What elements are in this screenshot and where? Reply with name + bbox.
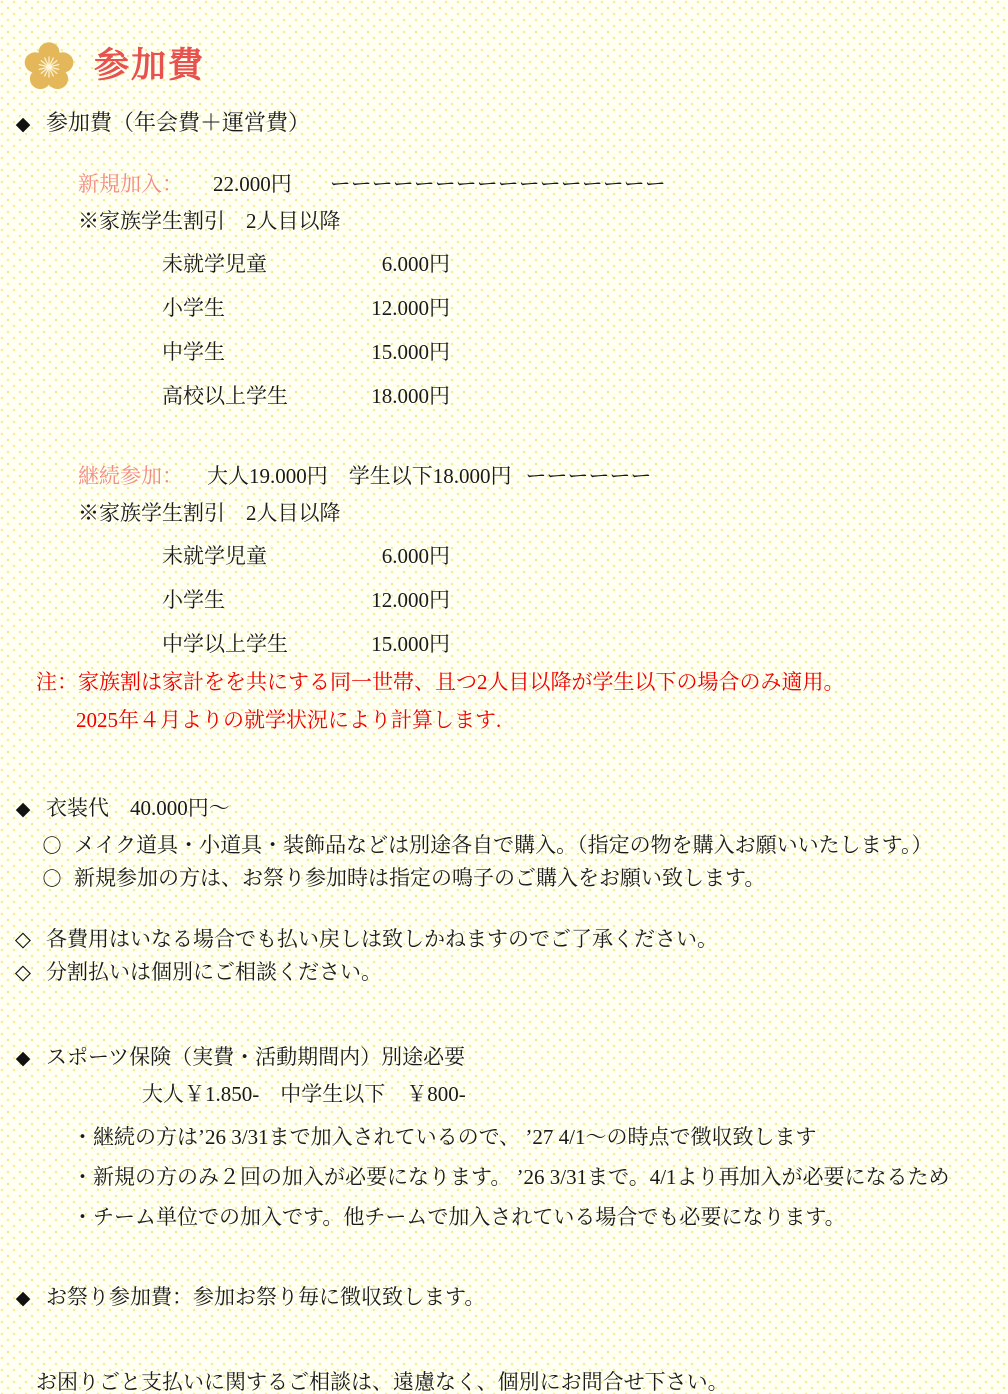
family-discount-note-line2: 2025年４月よりの就学状況により計算します. — [76, 708, 502, 732]
family-discount-note-line1: 注：家族割は家計をを共にする同一世帯、且つ2人目以降が学生以下の場合のみ適用。 — [36, 670, 845, 694]
open-diamond-icon: ◇ — [14, 927, 32, 951]
section-costume-heading-row — [0, 798, 1008, 819]
refund-item-row — [0, 962, 1008, 983]
document-content — [0, 112, 1008, 1393]
new-member-discount-note-row — [0, 211, 1008, 232]
refund-item-text: 各費用はいなる場合でも払い戻しは致しかねますのでご了承ください。 — [46, 927, 718, 951]
insurance-note-line: ・新規の方のみ２回の加入が必要になります。 ’26 3/31まで。4/1より再加入が必要になるため — [72, 1165, 950, 1189]
family-discount-note — [0, 666, 1008, 734]
refund-item-text: 分割払いは個別にご相談ください。 — [46, 960, 382, 984]
table-row — [162, 336, 1008, 366]
price-value: 18.000円 — [371, 384, 450, 408]
insurance-notes — [0, 1121, 1008, 1231]
insurance-note-line: ・チーム単位での加入です。他チームで加入されている場合でも必要になります。 — [72, 1205, 846, 1229]
new-member-label: 新規加入： — [78, 172, 183, 196]
refund-item-row — [0, 929, 1008, 950]
solid-diamond-icon: ◆ — [15, 1047, 31, 1069]
continuing-member-dashes: ーーーーーー — [525, 464, 652, 488]
section-fee-heading: 参加費（年会費＋運営費） — [46, 110, 311, 135]
price-name: 小学生 — [162, 296, 225, 320]
solid-diamond-icon: ◆ — [15, 1287, 31, 1309]
new-member-dashes: ーーーーーーーーーーーーーーーー — [329, 172, 666, 196]
section-insurance-heading: スポーツ保険（実費・活動期間内）別途必要 — [46, 1045, 466, 1069]
costume-item-text: メイク道具・小道具・装飾品などは別途各自で購入。（指定の物を購入お願いいたします。） — [74, 833, 933, 857]
new-member-amount: 22.000円 — [213, 172, 292, 196]
section-insurance-heading-row — [0, 1047, 1008, 1068]
insurance-prices: 大人￥1.850- 中学生以下 ￥800- — [142, 1082, 466, 1106]
solid-diamond-icon: ◆ — [15, 113, 31, 135]
table-row — [162, 248, 1008, 278]
table-row — [162, 584, 1008, 614]
open-circle-icon: 〇 — [42, 835, 62, 857]
solid-diamond-icon: ◆ — [15, 798, 31, 820]
section-costume-heading: 衣装代 40.000円～ — [46, 796, 230, 820]
costume-item-row — [0, 835, 1008, 856]
table-row — [162, 540, 1008, 570]
table-row — [162, 292, 1008, 322]
continuing-member-row — [0, 466, 1008, 487]
price-name: 高校以上学生 — [162, 384, 288, 408]
price-name: 未就学児童 — [162, 544, 267, 568]
new-member-price-list — [0, 248, 1008, 410]
footer-row — [0, 1372, 1008, 1393]
price-value: 15.000円 — [371, 632, 450, 656]
table-row — [162, 628, 1008, 658]
costume-item-text: 新規参加の方は、お祭り参加時は指定の鳴子のご購入をお願い致します。 — [74, 866, 766, 890]
section-festival-heading: お祭り参加費：参加お祭り毎に徴収致します。 — [46, 1285, 486, 1309]
section-festival-heading-row — [0, 1287, 1008, 1308]
new-member-discount-note: ※家族学生割引 2人目以降 — [78, 209, 341, 233]
open-diamond-icon: ◇ — [14, 960, 32, 984]
price-value: 15.000円 — [371, 340, 450, 364]
continuing-member-discount-note-row — [0, 503, 1008, 524]
page-title: 参加費 — [94, 45, 206, 86]
price-name: 未就学児童 — [162, 252, 267, 276]
open-circle-icon: 〇 — [42, 868, 62, 890]
price-value: 12.000円 — [371, 296, 450, 320]
costume-item-row — [0, 868, 1008, 889]
page-header — [0, 0, 1008, 98]
insurance-prices-row — [0, 1084, 1008, 1105]
continuing-member-price-list — [0, 540, 1008, 658]
price-value: 6.000円 — [381, 544, 450, 568]
price-name: 小学生 — [162, 588, 225, 612]
footer-text: お困りごと支払いに関するご相談は、遠慮なく、個別にお問合せ下さい。 — [36, 1370, 729, 1394]
new-member-row — [0, 174, 1008, 195]
price-value: 12.000円 — [371, 588, 450, 612]
table-row — [162, 380, 1008, 410]
continuing-member-discount-note: ※家族学生割引 2人目以降 — [78, 501, 341, 525]
price-value: 6.000円 — [381, 252, 450, 276]
price-name: 中学以上学生 — [162, 632, 288, 656]
insurance-note-line: ・継続の方は’26 3/31まで加入されているので、 ’27 4/1～の時点で徴収致します — [72, 1125, 817, 1149]
section-fee-heading-row — [0, 112, 1008, 134]
price-name: 中学生 — [162, 340, 225, 364]
continuing-member-label: 継続参加： — [78, 464, 183, 488]
plum-blossom-icon — [22, 39, 76, 93]
continuing-member-amount: 大人19.000円 学生以下18.000円 — [207, 464, 512, 488]
